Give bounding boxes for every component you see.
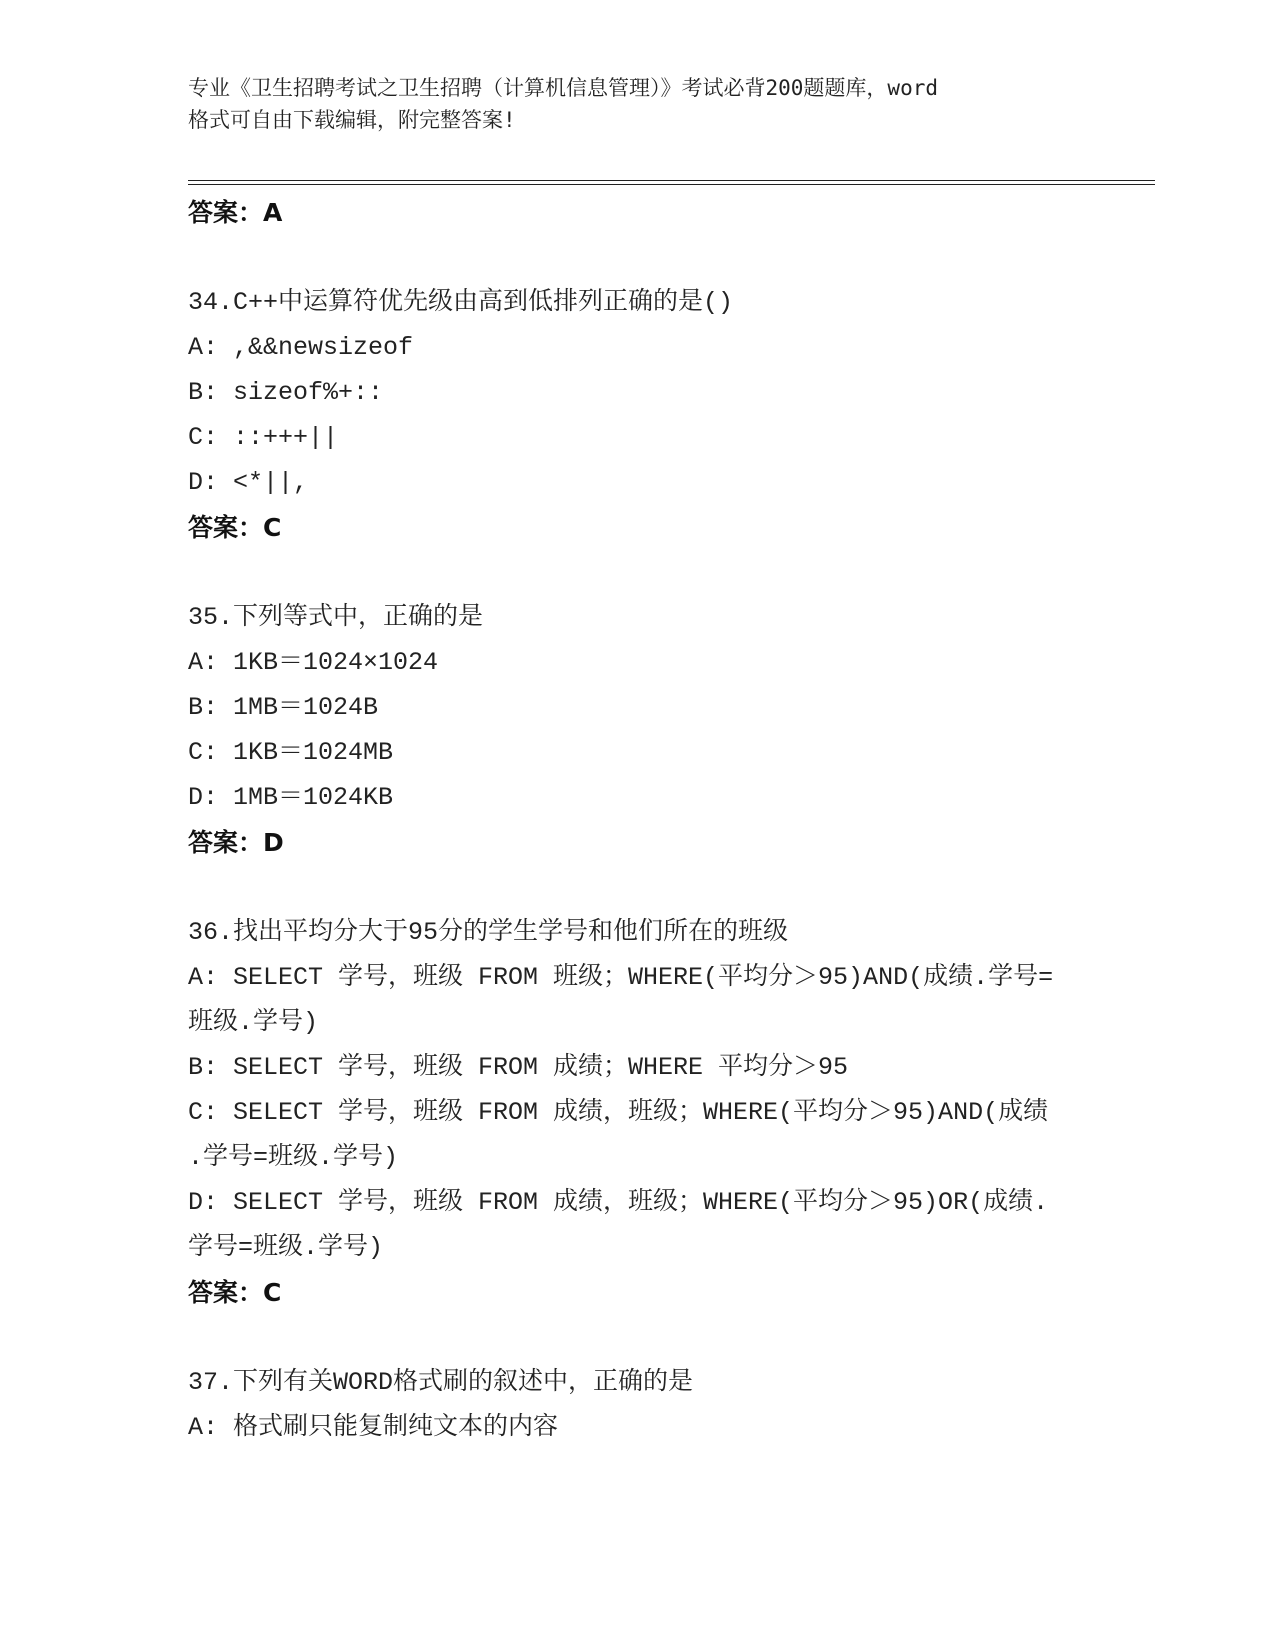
option-b: B: SELECT 学号，班级 FROM 成绩；WHERE 平均分＞95: [188, 1053, 849, 1082]
answer: 答案：C: [188, 513, 282, 542]
header-line-1: 专业《卫生招聘考试之卫生招聘（计算机信息管理）》考试必背200题题库，word: [188, 76, 938, 100]
answer: 答案：D: [188, 828, 284, 857]
option-b: B: sizeof%+::: [188, 378, 384, 407]
question-text: 36.找出平均分大于95分的学生学号和他们所在的班级: [188, 918, 789, 947]
option-a: A: 格式刷只能复制纯文本的内容: [188, 1413, 559, 1442]
question-list: [188, 190, 1108, 1450]
question-37: [188, 1360, 1108, 1450]
option-a: A: 1KB＝1024×1024: [188, 648, 439, 677]
spacer: [188, 550, 1108, 595]
answer: 答案：C: [188, 1278, 282, 1307]
question-text: 35.下列等式中，正确的是: [188, 603, 484, 632]
spacer: [188, 235, 1108, 280]
option-d: D: <*||,: [188, 468, 309, 497]
spacer: [188, 1315, 1108, 1360]
option-c: C: ::+++||: [188, 423, 339, 452]
option-b: B: 1MB＝1024B: [188, 693, 379, 722]
header-divider: [188, 180, 1155, 185]
option-d-line-1: D: SELECT 学号，班级 FROM 成绩，班级；WHERE(平均分＞95)OR(成绩.: [188, 1188, 1049, 1217]
option-d-line-2: 学号=班级.学号): [188, 1233, 384, 1262]
option-c-line-2: .学号=班级.学号): [188, 1143, 399, 1172]
option-d: D: 1MB＝1024KB: [188, 783, 394, 812]
spacer: [188, 865, 1108, 910]
answer-prev: 答案：A: [188, 198, 283, 227]
option-c-line-1: C: SELECT 学号，班级 FROM 成绩，班级；WHERE(平均分＞95)AND(成绩: [188, 1098, 1049, 1127]
document-header: [188, 72, 1088, 136]
question-36: [188, 910, 1108, 1315]
option-c: C: 1KB＝1024MB: [188, 738, 394, 767]
question-text: 34.C++中运算符优先级由高到低排列正确的是(): [188, 288, 734, 317]
question-34: [188, 280, 1108, 550]
option-a-line-1: A: SELECT 学号，班级 FROM 班级；WHERE(平均分＞95)AND(成绩.学号=: [188, 963, 1054, 992]
question-35: [188, 595, 1108, 865]
header-line-2: 格式可自由下载编辑，附完整答案!: [188, 108, 516, 132]
option-a-line-2: 班级.学号): [188, 1008, 319, 1037]
option-a: A: ,&&newsizeof: [188, 333, 414, 362]
question-text: 37.下列有关WORD格式刷的叙述中，正确的是: [188, 1368, 694, 1397]
